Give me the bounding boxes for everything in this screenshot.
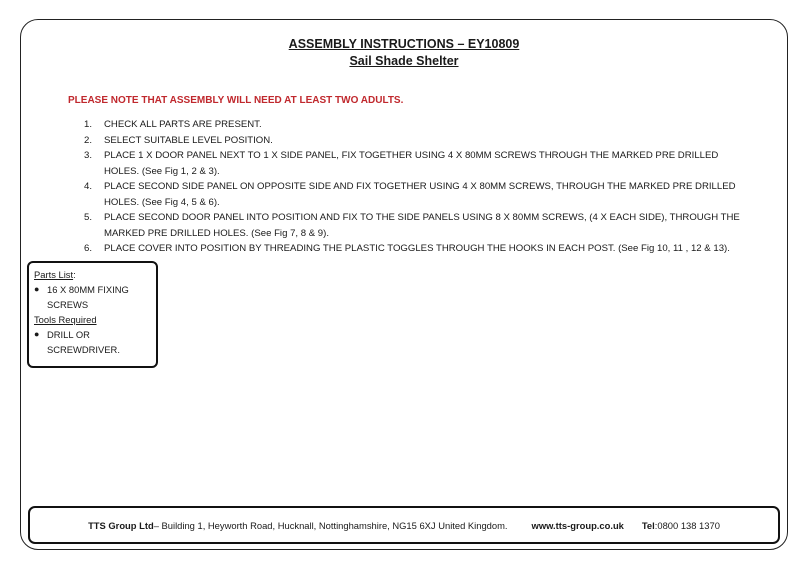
step-text: PLACE SECOND SIDE PANEL ON OPPOSITE SIDE AND FIX TOGETHER USING 4 X 80MM SCREWS, THROUGH THE MARKED PRE DRILLED HOLES. (See Fig 4, 5 & 6). [104,181,736,208]
step-number: 3. [84,150,93,161]
step-item [84,148,744,179]
title-line-2: Sail Shade Shelter [349,54,459,68]
step-item [84,133,744,149]
parts-list-heading: Parts List [34,269,74,280]
parts-list-box [27,261,158,368]
bullet-icon: ● [34,329,40,339]
step-number: 2. [84,134,93,146]
tools-required-heading: Tools Required [34,314,97,325]
document-title [0,36,808,70]
list-item [34,327,151,357]
part-text: 16 X 80MM FIXING SCREWS [47,284,129,310]
tel-label: Tel [641,519,655,531]
step-text: PLACE 1 X DOOR PANEL NEXT TO 1 X SIDE PANEL, FIX TOGETHER USING 4 X 80MM SCREWS THROUGH THE MARKED PRE DRILLED HOLES. (See Fig 1, 2 & 3). [104,150,719,177]
step-item [84,179,744,210]
assembly-notice: PLEASE NOTE THAT ASSEMBLY WILL NEED AT LEAST TWO ADULTS. [68,95,404,106]
parts-list-heading-row [34,267,151,282]
step-number: 6. [84,243,93,254]
step-text: PLACE COVER INTO POSITION BY THREADING THE PLASTIC TOGGLES THROUGH THE HOOKS IN EACH POST. (See Fig 10, 11 , 12 & 13). [104,243,730,254]
step-text: SELECT SUITABLE LEVEL POSITION. [104,134,273,146]
tools-list [34,327,151,357]
step-number: 4. [84,181,93,192]
step-text: PLACE SECOND DOOR PANEL INTO POSITION AND FIX TO THE SIDE PANELS USING 8 X 80MM SCREWS, (4 X EACH SIDE), THROUGH THE MARKED PRE DRILLED HOLES. (See Fig 7, 8 & 9). [104,212,740,239]
step-number: 5. [84,212,93,223]
tool-text: DRILL OR SCREWDRIVER. [47,329,120,355]
parts-list-colon: : [73,269,76,280]
bullet-icon: ● [34,284,40,294]
step-item [84,210,744,241]
footer-contact [28,506,780,544]
step-item [84,241,744,257]
website-link[interactable]: www.tts-group.co.uk [531,519,624,531]
instruction-steps [84,117,744,257]
company-name: TTS Group Ltd [88,519,154,531]
step-text: CHECK ALL PARTS ARE PRESENT. [104,119,262,130]
title-line-1: ASSEMBLY INSTRUCTIONS – EY10809 [288,37,520,51]
company-address: – Building 1, Heyworth Road, Hucknall, Nottinghamshire, NG15 6XJ United Kingdom. [153,519,508,531]
step-number: 1. [84,119,93,130]
step-item [84,117,744,133]
list-item [34,282,151,312]
tel-number: :0800 138 1370 [654,519,720,531]
parts-list [34,282,151,312]
